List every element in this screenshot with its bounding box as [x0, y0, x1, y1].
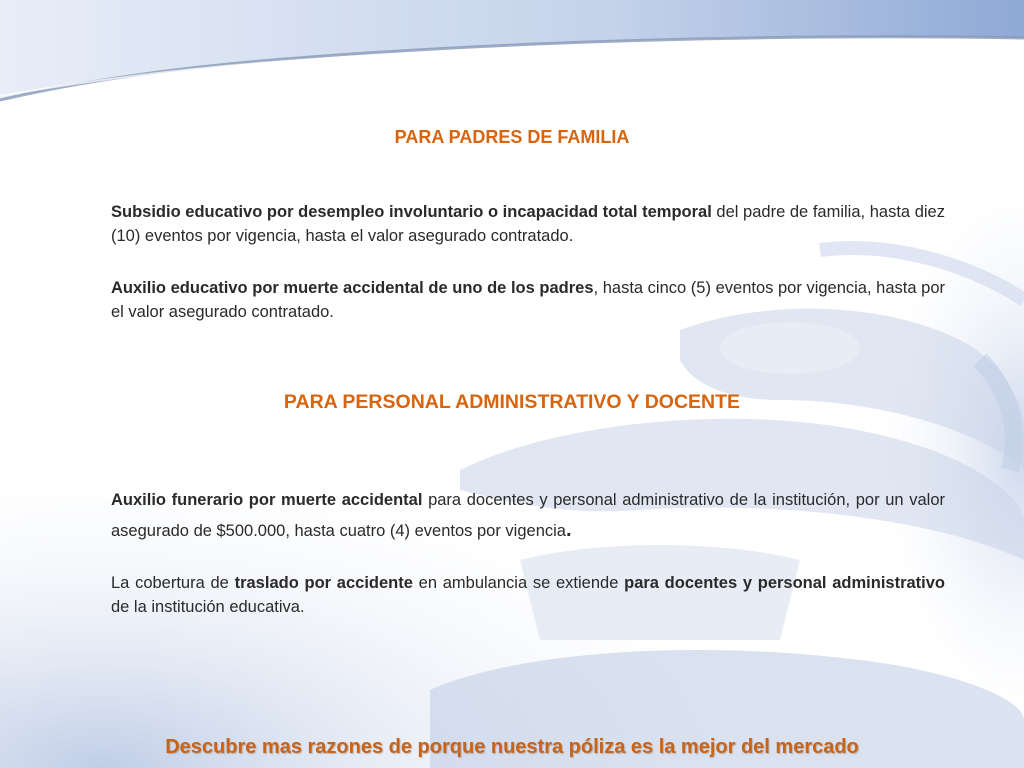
staff-item-2-b1: traslado por accidente	[234, 574, 413, 592]
parents-item-1-text: del padre de familia, hasta diez (10) eventos por vigencia, hasta el valor asegurado contratado.	[111, 203, 945, 245]
parents-item-2	[111, 276, 945, 324]
heading-parents: PARA PADRES DE FAMILIA	[394, 127, 630, 147]
parents-item-2-bold: Auxilio educativo por muerte accidental de uno de los padres	[111, 279, 594, 297]
staff-item-1	[111, 485, 945, 546]
footer-tagline: Descubre mas razones de porque nuestra póliza es la mejor del mercado	[165, 736, 859, 758]
staff-item-2	[111, 571, 945, 619]
staff-item-1-bold: Auxilio funerario por muerte accidental	[111, 491, 423, 509]
staff-item-2-b2: para docentes y personal administrativo	[624, 574, 946, 592]
staff-item-2-t1: La cobertura de	[111, 574, 235, 592]
staff-item-1-text: para docentes y personal administrativo de la institución, por un valor asegurado de $500.000, hasta cuatro (4) eventos por vigencia	[111, 491, 945, 540]
parents-item-2-text: , hasta cinco (5) eventos por vigencia, hasta por el valor asegurado contratado.	[111, 279, 945, 321]
heading-staff: PARA PERSONAL ADMINISTRATIVO Y DOCENTE	[283, 391, 741, 413]
staff-item-2-t3: de la institución educativa.	[111, 598, 305, 616]
top-swoosh	[0, 0, 1024, 100]
staff-item-1-end: .	[565, 519, 572, 541]
staff-item-2-t2: en ambulancia se extiende	[412, 574, 625, 592]
parents-item-1-bold: Subsidio educativo por desempleo involuntario o incapacidad total temporal	[111, 203, 712, 221]
parents-item-1	[111, 200, 945, 248]
